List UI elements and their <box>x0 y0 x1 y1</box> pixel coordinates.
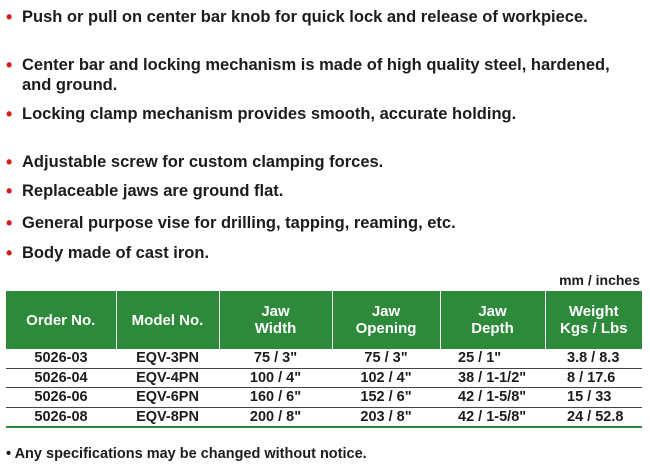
cell-jaw-depth: 42 / 1-5/8" <box>440 407 545 427</box>
header-weight <box>545 291 642 349</box>
bullet-icon: • <box>6 7 13 27</box>
cell-weight: 8 / 17.6 <box>545 368 642 388</box>
cell-jaw-opening: 203 / 8" <box>332 407 440 427</box>
feature-item <box>6 181 636 201</box>
cell-model-no: EQV-3PN <box>116 349 219 368</box>
header-line: Weight <box>568 303 619 320</box>
table-header-row <box>6 291 642 349</box>
header-line: Depth <box>471 320 514 337</box>
table-row <box>6 407 642 427</box>
header-jaw-depth <box>440 291 545 349</box>
feature-text: Adjustable screw for custom clamping forces. <box>22 153 384 171</box>
cell-weight: 3.8 / 8.3 <box>545 349 642 368</box>
cell-model-no: EQV-4PN <box>116 368 219 388</box>
cell-order-no: 5026-08 <box>6 407 116 427</box>
bullet-icon: • <box>6 55 13 75</box>
feature-item <box>6 7 636 27</box>
cell-weight: 15 / 33 <box>545 388 642 408</box>
feature-text: Locking clamp mechanism provides smooth, accurate holding. <box>22 105 517 123</box>
bullet-icon: • <box>6 152 13 172</box>
units-label: mm / inches <box>559 272 640 288</box>
header-line: Jaw <box>478 303 507 320</box>
cell-jaw-depth: 42 / 1-5/8" <box>440 388 545 408</box>
header-line: Jaw <box>371 303 401 320</box>
cell-order-no: 5026-03 <box>6 349 116 368</box>
cell-jaw-width: 200 / 8" <box>219 407 332 427</box>
cell-model-no: EQV-8PN <box>116 407 219 427</box>
feature-item <box>6 104 636 124</box>
bullet-icon: • <box>6 213 13 233</box>
cell-jaw-depth: 25 / 1" <box>440 349 545 368</box>
feature-item <box>6 243 636 263</box>
bullet-icon: • <box>6 243 13 263</box>
cell-jaw-depth: 38 / 1-1/2" <box>440 368 545 388</box>
cell-order-no: 5026-06 <box>6 388 116 408</box>
cell-jaw-opening: 75 / 3" <box>332 349 440 368</box>
cell-weight: 24 / 52.8 <box>545 407 642 427</box>
header-order-no: Order No. <box>6 291 116 349</box>
cell-jaw-width: 160 / 6" <box>219 388 332 408</box>
feature-text: Replaceable jaws are ground flat. <box>22 182 284 200</box>
feature-text: Body made of cast iron. <box>22 244 210 262</box>
cell-order-no: 5026-04 <box>6 368 116 388</box>
spec-table <box>6 291 642 428</box>
feature-text: Center bar and locking mechanism is made of high quality steel, hardened, and ground. <box>22 56 610 94</box>
note-text: Any specifications may be changed without notice. <box>14 446 367 462</box>
feature-item <box>6 213 636 233</box>
header-line: Width <box>254 320 297 337</box>
header-jaw-width <box>219 291 332 349</box>
cell-jaw-opening: 102 / 4" <box>332 368 440 388</box>
disclaimer-note <box>6 446 367 462</box>
bullet-icon: • <box>6 104 13 124</box>
cell-jaw-width: 75 / 3" <box>219 349 332 368</box>
bullet-icon: • <box>6 181 13 201</box>
cell-model-no: EQV-6PN <box>116 388 219 408</box>
feature-text: Push or pull on center bar knob for quick lock and release of workpiece. <box>22 8 588 26</box>
feature-text: General purpose vise for drilling, tapping, reaming, etc. <box>22 214 456 232</box>
table-row <box>6 349 642 368</box>
table-row <box>6 388 642 408</box>
header-line: Kgs / Lbs <box>559 320 628 337</box>
table-row <box>6 368 642 388</box>
note-bullet-icon: • <box>6 446 12 462</box>
header-jaw-opening <box>332 291 440 349</box>
header-model-no: Model No. <box>116 291 219 349</box>
cell-jaw-opening: 152 / 6" <box>332 388 440 408</box>
header-line: Opening <box>355 320 417 337</box>
feature-item <box>6 55 636 95</box>
feature-item <box>6 152 636 172</box>
cell-jaw-width: 100 / 4" <box>219 368 332 388</box>
header-line: Jaw <box>261 303 290 320</box>
